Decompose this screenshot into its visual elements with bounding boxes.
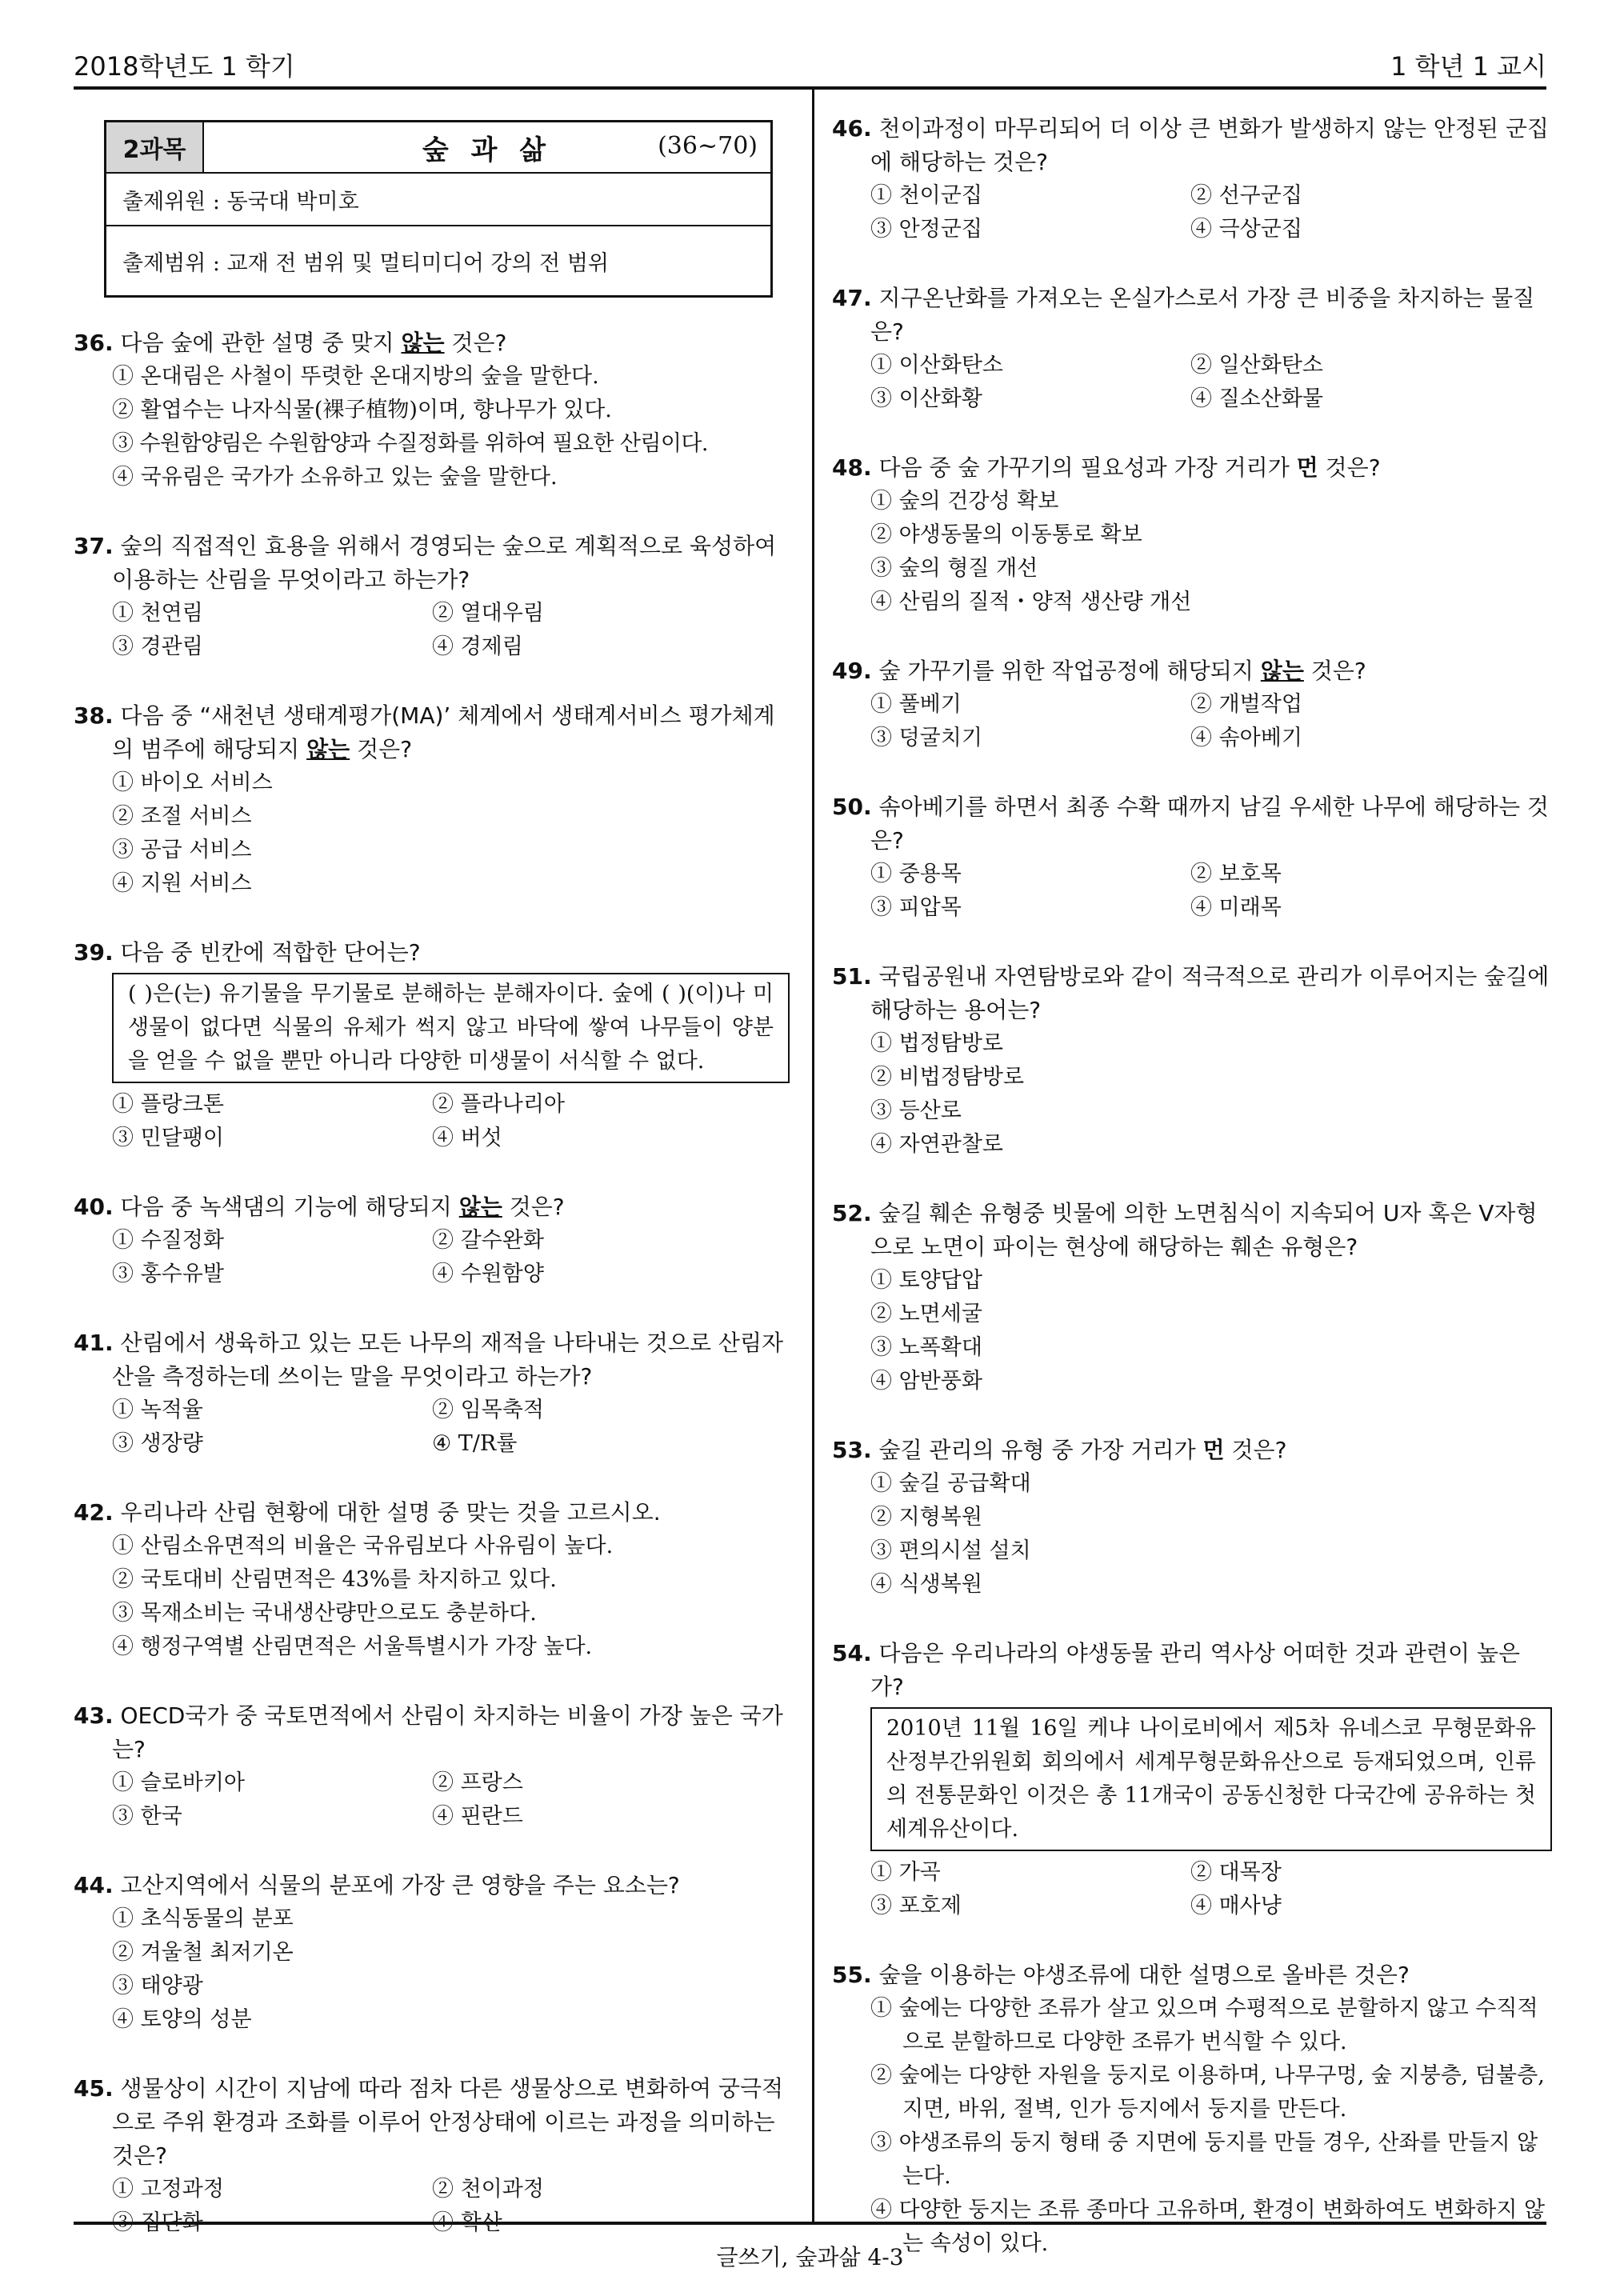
question-43 xyxy=(74,1699,790,1834)
question-40 xyxy=(74,1190,790,1291)
exam-scope: 출제범위 : 교재 전 범위 및 멀티미디어 강의 전 범위 xyxy=(122,250,609,276)
option: ② 임목축적 xyxy=(432,1398,544,1422)
subject-name: 숲 과 삶 xyxy=(422,134,553,166)
question-text: 50. 솎아베기를 하면서 최종 수확 때까지 남길 우세한 나무에 해당하는 것은? xyxy=(832,794,1549,854)
option: ③ 편의시설 설치 xyxy=(870,1538,1031,1563)
option: ② 야생동물의 이동통로 확보 xyxy=(870,522,1142,547)
option: ④ 매사냥 xyxy=(1190,1894,1282,1918)
option: ④ 산림의 질적・양적 생산량 개선 xyxy=(870,590,1192,614)
question-text: 49. 숲 가꾸기를 위한 작업공정에 해당되지 않는 것은? xyxy=(832,658,1366,684)
option: ④ 미래목 xyxy=(1190,895,1282,920)
question-text: 41. 산림에서 생육하고 있는 모든 나무의 재적을 나타내는 것으로 산림자산을 측정하는데 쓰이는 말을 무엇이라고 하는가? xyxy=(74,1330,784,1390)
option: ① 온대림은 사철이 뚜렷한 온대지방의 숲을 말한다. xyxy=(112,364,599,389)
option: ① 숲의 건강성 확보 xyxy=(870,489,1059,514)
option: ② 노면세굴 xyxy=(870,1302,982,1326)
right-column xyxy=(832,112,1552,2296)
question-text: 36. 다음 숲에 관한 설명 중 맞지 않는 것은? xyxy=(74,330,507,356)
option: ① 천연림 xyxy=(112,601,203,626)
option: ③ 등산로 xyxy=(870,1098,962,1123)
option: ② 국토대비 산림면적은 43%를 차지하고 있다. xyxy=(112,1567,557,1592)
option: ① 가곡 xyxy=(870,1860,941,1885)
option: ① 토양답압 xyxy=(870,1268,982,1293)
question-text: 48. 다음 중 숲 가꾸기의 필요성과 가장 거리가 먼 것은? xyxy=(832,454,1381,481)
option: ① 이산화탄소 xyxy=(870,353,1003,378)
exam-author: 출제위원 : 동국대 박미호 xyxy=(106,174,770,226)
question-39 xyxy=(74,936,790,1155)
option: ① 법정탐방로 xyxy=(870,1031,1003,1056)
option: ③ 안정군집 xyxy=(870,217,982,242)
option: ③ 태양광 xyxy=(112,1974,203,1998)
option: ④ 질소산화물 xyxy=(1190,386,1323,411)
option: ④ 솎아베기 xyxy=(1190,726,1302,750)
subject-code: 2과목 xyxy=(106,122,204,172)
option: ② 대목장 xyxy=(1190,1860,1282,1885)
header-term: 2018학년도 1 학기 xyxy=(74,51,295,82)
question-53 xyxy=(832,1434,1552,1602)
option: ③ 공급 서비스 xyxy=(112,838,252,862)
option: ① 플랑크톤 xyxy=(112,1092,224,1117)
option: ① 녹적율 xyxy=(112,1398,203,1422)
question-48 xyxy=(832,451,1552,619)
question-text: 51. 국립공원내 자연탐방로와 같이 적극적으로 관리가 이루어지는 숲길에 해당하는 용어는? xyxy=(832,963,1550,1023)
question-text: 39. 다음 중 빈칸에 적합한 단어는? xyxy=(74,939,421,966)
question-46 xyxy=(832,112,1552,246)
option: ④ 지원 서비스 xyxy=(112,871,252,896)
question-text: 40. 다음 중 녹색댐의 기능에 해당되지 않는 것은? xyxy=(74,1194,565,1220)
option: ③ 한국 xyxy=(112,1804,182,1829)
option: ① 산림소유면적의 비율은 국유림보다 사유림이 높다. xyxy=(112,1534,614,1558)
option: ④ 수원함양 xyxy=(432,1262,544,1286)
column-divider xyxy=(812,86,814,2222)
option: ③ 이산화황 xyxy=(870,386,982,411)
question-text: 38. 다음 중 “새천년 생태계평가(MA)’ 체계에서 생태계서비스 평가체계의 범주에 해당되지 않는 것은? xyxy=(74,702,775,762)
option: ③ 민달팽이 xyxy=(112,1126,224,1150)
option: ② 겨울철 최저기온 xyxy=(112,1940,294,1965)
question-45 xyxy=(74,2072,790,2240)
option: ① 숲길 공급확대 xyxy=(870,1471,1031,1496)
header-grade-period: 1 학년 1 교시 xyxy=(1390,51,1546,82)
option: ② 열대우림 xyxy=(432,601,544,626)
option: ③ 생장량 xyxy=(112,1431,203,1456)
option: ③ 포호제 xyxy=(870,1894,962,1918)
question-text: 54. 다음은 우리나라의 야생동물 관리 역사상 어떠한 것과 관련이 높은가? xyxy=(832,1640,1521,1700)
option: ④ 국유림은 국가가 소유하고 있는 숲을 말한다. xyxy=(112,465,558,490)
option: ④ T/R률 xyxy=(432,1431,518,1456)
option: ③ 경관림 xyxy=(112,634,203,659)
option: ④ 암반풍화 xyxy=(870,1369,982,1394)
option: ④ 확산 xyxy=(432,2210,502,2235)
question-54 xyxy=(832,1637,1552,1923)
option: ④ 극상군집 xyxy=(1190,217,1302,242)
option: ④ 행정구역별 산림면적은 서울특별시가 가장 높다. xyxy=(112,1634,593,1659)
option: ④ 식생복원 xyxy=(870,1572,982,1597)
option: ② 플라나리아 xyxy=(432,1092,565,1117)
option: ③ 집단화 xyxy=(112,2210,203,2235)
footer-rule xyxy=(74,2222,1546,2225)
question-text: 46. 천이과정이 마무리되어 더 이상 큰 변화가 발생하지 않는 안정된 군집에 해당하는 것은? xyxy=(832,115,1549,175)
option: ② 선구군집 xyxy=(1190,183,1302,208)
option: ④ 버섯 xyxy=(432,1126,502,1150)
option: ① 천이군집 xyxy=(870,183,982,208)
option: ③ 덩굴치기 xyxy=(870,726,982,750)
question-text: 45. 생물상이 시간이 지남에 따라 점차 다른 생물상으로 변화하여 궁극적으로 주위 환경과 조화를 이루어 안정상태에 이르는 과정을 의미하는 것은? xyxy=(74,2075,784,2169)
option: ① 숲에는 다양한 조류가 살고 있으며 수평적으로 분할하지 않고 수직적으로 분할하므로 다양한 조류가 번식할 수 있다. xyxy=(870,1996,1538,2054)
question-text: 43. OECD국가 중 국토면적에서 산림이 차지하는 비율이 가장 높은 국가는? xyxy=(74,1702,783,1762)
option: ① 중용목 xyxy=(870,862,962,886)
option: ③ 피압목 xyxy=(870,895,962,920)
option: ② 조절 서비스 xyxy=(112,804,252,829)
option: ② 활엽수는 나자식물(裸子植物)이며, 향나무가 있다. xyxy=(112,398,612,422)
option: ① 슬로바키아 xyxy=(112,1770,245,1795)
option: ④ 다양한 둥지는 조류 종마다 고유하며, 환경이 변화하여도 변화하지 않는 속성이 있다. xyxy=(870,2198,1546,2256)
option: ③ 수원함양림은 수원함양과 수질정화를 위하여 필요한 산림이다. xyxy=(112,431,708,456)
passage-box: ( )은(는) 유기물을 무기물로 분해하는 분해자이다. 숲에 ( )(이)나 미생물이 없다면 식물의 유체가 썩지 않고 바닥에 쌓여 나무들이 양분을 얻을 수 없을 뿐만 아니라 다양한 미생물이 서식할 수 없다. xyxy=(112,973,790,1083)
question-text: 42. 우리나라 산림 현황에 대한 설명 중 맞는 것을 고르시오. xyxy=(74,1499,661,1526)
option: ② 보호목 xyxy=(1190,862,1282,886)
option: ③ 목재소비는 국내생산량만으로도 충분하다. xyxy=(112,1601,537,1626)
option: ① 고정과정 xyxy=(112,2177,224,2202)
option: ④ 경제림 xyxy=(432,634,523,659)
option: ④ 핀란드 xyxy=(432,1804,523,1829)
question-range: (36~70) xyxy=(658,132,758,160)
question-38 xyxy=(74,699,790,901)
question-text: 53. 숲길 관리의 유형 중 가장 거리가 먼 것은? xyxy=(832,1437,1287,1463)
subject-box xyxy=(104,120,773,298)
question-text: 47. 지구온난화를 가져오는 온실가스로서 가장 큰 비중을 차지하는 물질은? xyxy=(832,285,1535,345)
question-42 xyxy=(74,1496,790,1664)
option: ② 일산화탄소 xyxy=(1190,353,1323,378)
question-text: 52. 숲길 훼손 유형중 빗물에 의한 노면침식이 지속되어 U자 혹은 V자형으로 노면이 파이는 현상에 해당하는 훼손 유형은? xyxy=(832,1200,1538,1260)
question-55 xyxy=(832,1958,1552,2261)
option: ① 초식동물의 분포 xyxy=(112,1906,294,1931)
option: ① 수질정화 xyxy=(112,1228,224,1253)
question-51 xyxy=(832,960,1552,1162)
left-column xyxy=(74,120,790,2275)
question-text: 37. 숲의 직접적인 효용을 위해서 경영되는 숲으로 계획적으로 육성하여 이용하는 산림을 무엇이라고 하는가? xyxy=(74,533,777,593)
page-footer: 글쓰기, 숲과삶 4-3 xyxy=(716,2244,904,2270)
question-52 xyxy=(832,1197,1552,1398)
option: ② 갈수완화 xyxy=(432,1228,544,1253)
option: ② 프랑스 xyxy=(432,1770,523,1795)
question-37 xyxy=(74,530,790,664)
option: ② 천이과정 xyxy=(432,2177,544,2202)
question-50 xyxy=(832,790,1552,925)
option: ③ 야생조류의 둥지 형태 중 지면에 둥지를 만들 경우, 산좌를 만들지 않는다. xyxy=(870,2130,1538,2189)
option: ① 풀베기 xyxy=(870,692,962,717)
question-44 xyxy=(74,1869,790,2037)
option: ② 개벌작업 xyxy=(1190,692,1302,717)
option: ④ 자연관찰로 xyxy=(870,1132,1003,1157)
option: ③ 홍수유발 xyxy=(112,1262,224,1286)
question-text: 55. 숲을 이용하는 야생조류에 대한 설명으로 올바른 것은? xyxy=(832,1962,1410,1988)
option: ② 숲에는 다양한 자원을 둥지로 이용하며, 나무구멍, 숲 지붕층, 덤불층, 지면, 바위, 절벽, 인가 등지에서 둥지를 만든다. xyxy=(870,2063,1545,2122)
option: ③ 숲의 형질 개선 xyxy=(870,556,1038,581)
option: ② 비법정탐방로 xyxy=(870,1065,1025,1090)
option: ④ 토양의 성분 xyxy=(112,2007,252,2032)
question-36 xyxy=(74,326,790,494)
option: ② 지형복원 xyxy=(870,1505,982,1530)
question-47 xyxy=(832,282,1552,416)
question-41 xyxy=(74,1326,790,1461)
question-text: 44. 고산지역에서 식물의 분포에 가장 큰 영향을 주는 요소는? xyxy=(74,1872,680,1898)
subject-title xyxy=(204,122,770,172)
passage-box: 2010년 11월 16일 케냐 나이로비에서 제5차 유네스코 무형문화유산정부간위원회 회의에서 세계무형문화유산으로 등재되었으며, 인류의 전통문화인 이것은 총 11개국이 공동신청한 다국간에 공유하는 첫 세계유산이다. xyxy=(870,1707,1552,1851)
option: ① 바이오 서비스 xyxy=(112,770,273,795)
option: ③ 노폭확대 xyxy=(870,1335,982,1360)
header-rule xyxy=(74,86,1546,90)
question-49 xyxy=(832,654,1552,755)
